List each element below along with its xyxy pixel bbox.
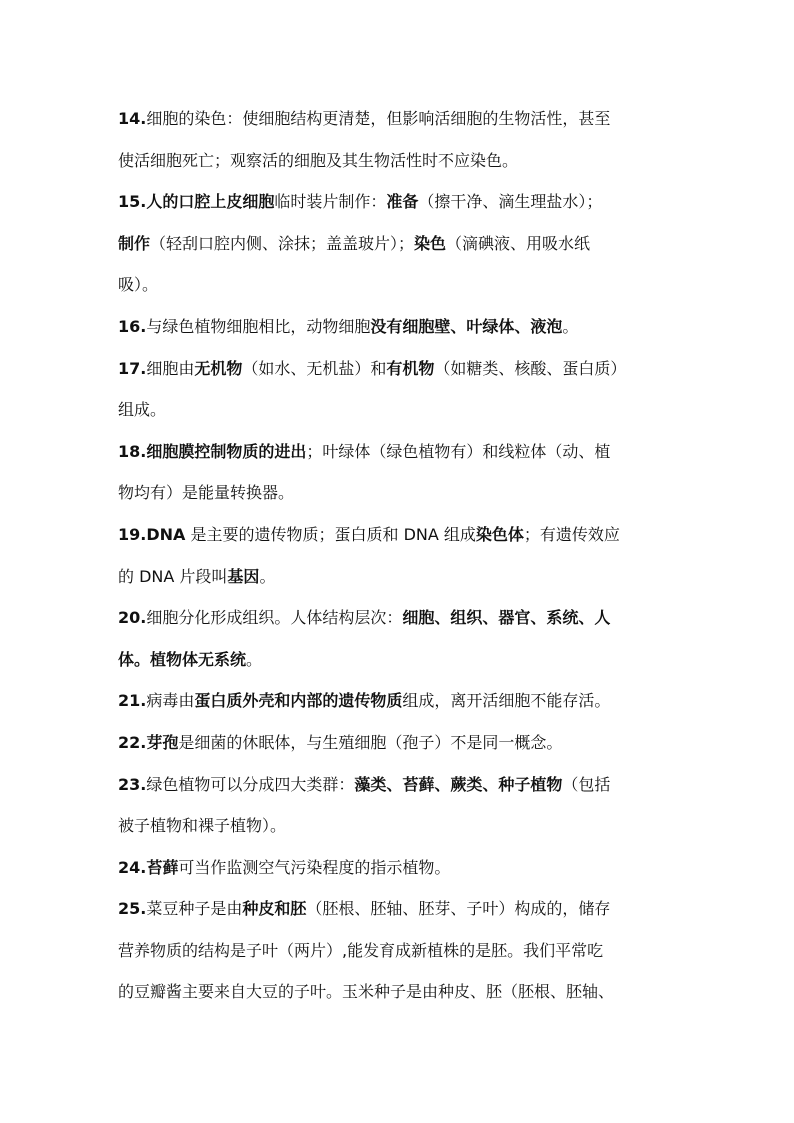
- item-number: 15.: [118, 192, 147, 212]
- text-line-22: [118, 977, 683, 1019]
- bold-term: 苔藓: [146, 857, 179, 877]
- text-line-16: [118, 728, 683, 770]
- text-segment: 可当作监测空气污染程度的指示植物。: [178, 857, 451, 877]
- item-number: 21.: [118, 691, 147, 711]
- bold-term: 藻类、苔藓、蕨类、种子植物: [354, 774, 563, 794]
- text-segment: 使活细胞死亡；观察活的细胞及其生物活性时不应染色。: [118, 150, 519, 170]
- text-line-4: [118, 229, 683, 271]
- text-line-14: [118, 645, 683, 687]
- text-line-13: [118, 603, 683, 645]
- item-number: 24.: [118, 857, 147, 877]
- text-line-3: [118, 187, 683, 229]
- text-segment: 是主要的遗传物质；蛋白质和 DNA 组成: [185, 524, 476, 544]
- item-number: 14.: [118, 109, 147, 128]
- text-segment: 的 DNA 片段叫: [118, 566, 228, 586]
- text-segment: ；叶绿体（绿色植物有）和线粒体（动、植: [306, 441, 611, 461]
- text-line-10: [118, 478, 683, 520]
- text-segment: 。: [246, 649, 263, 669]
- bold-term: 细胞、组织、器官、系统、人: [402, 608, 611, 628]
- text-line-12: [118, 562, 683, 604]
- item-number: 23.: [118, 774, 147, 794]
- text-segment: （轻刮口腔内侧、涂抹；盖盖玻片）；: [150, 233, 415, 253]
- text-line-9: [118, 437, 683, 479]
- text-line-1: [118, 104, 683, 146]
- text-segment: 病毒由: [146, 691, 195, 711]
- text-segment: 营养物质的结构是子叶（两片）,能发育成新植株的是胚。我们平常吃: [118, 940, 604, 960]
- bold-term: 有机物: [386, 358, 435, 378]
- text-line-19: [118, 853, 683, 895]
- text-segment: 。: [259, 566, 276, 586]
- bold-term: 准备: [386, 192, 419, 212]
- text-segment: ；有遗传效应: [523, 524, 620, 544]
- text-segment: 绿色植物可以分成四大类群：: [146, 774, 355, 794]
- text-segment: 。: [562, 316, 579, 336]
- text-line-11: [118, 520, 683, 562]
- item-number: 18.: [118, 441, 147, 461]
- text-segment: （如水、无机盐）和: [242, 358, 387, 378]
- text-segment: （滴碘液、用吸水纸: [446, 233, 591, 253]
- text-segment: （胚根、胚轴、胚芽、子叶）构成的，储存: [306, 899, 611, 919]
- text-segment: 菜豆种子是由: [146, 899, 243, 919]
- text-segment: 组成。: [118, 400, 167, 420]
- bold-term: 人的口腔上皮细胞: [146, 192, 275, 212]
- item-number: 25.: [118, 899, 147, 919]
- text-line-8: [118, 395, 683, 437]
- bold-term: 体。植物体无系统: [118, 649, 247, 669]
- text-line-17: [118, 770, 683, 812]
- bold-term: 没有细胞壁、叶绿体、液泡: [370, 316, 563, 336]
- text-segment: 与绿色植物细胞相比，动物细胞: [146, 316, 371, 336]
- bold-term: 无机物: [194, 358, 243, 378]
- text-segment: （如糖类、核酸、蛋白质）: [434, 358, 627, 378]
- text-segment: 临时装片制作：: [274, 192, 387, 212]
- text-line-2: [118, 146, 683, 188]
- text-segment: 的豆瓣酱主要来自大豆的子叶。玉米种子是由种皮、胚（胚根、胚轴、: [118, 982, 615, 1002]
- item-number: 20.: [118, 608, 147, 628]
- item-number: 19.DNA: [118, 524, 186, 544]
- bold-term: 染色: [414, 233, 447, 253]
- text-segment: （包括: [562, 774, 611, 794]
- text-line-5: [118, 270, 683, 312]
- bold-term: 细胞膜控制物质的进出: [146, 441, 307, 461]
- item-number: 17.: [118, 358, 147, 378]
- text-segment: 是细菌的休眠体，与生殖细胞（孢子）不是同一概念。: [178, 732, 563, 752]
- text-line-20: [118, 894, 683, 936]
- bold-term: 种皮和胚: [242, 899, 307, 919]
- bold-term: 芽孢: [146, 732, 179, 752]
- text-segment: 物均有）是能量转换器。: [118, 483, 295, 503]
- text-line-15: [118, 686, 683, 728]
- text-segment: 组成，离开活细胞不能存活。: [402, 691, 611, 711]
- item-number: 22.: [118, 732, 147, 752]
- text-line-21: [118, 936, 683, 978]
- text-line-18: [118, 811, 683, 853]
- bold-term: 蛋白质外壳和内部的遗传物质: [194, 691, 403, 711]
- bold-term: 制作: [118, 233, 151, 253]
- item-number: 16.: [118, 316, 147, 336]
- bold-term: 基因: [227, 566, 260, 586]
- document-body: [118, 104, 683, 1019]
- text-segment: 细胞的染色：使细胞结构更清楚，但影响活细胞的生物活性，甚至: [146, 109, 611, 128]
- text-line-7: [118, 354, 683, 396]
- text-segment: 细胞由: [146, 358, 195, 378]
- text-segment: （擦干净、滴生理盐水）；: [418, 192, 603, 212]
- text-segment: 吸）。: [118, 275, 159, 295]
- text-segment: 被子植物和裸子植物）。: [118, 816, 287, 836]
- bold-term: 染色体: [475, 524, 524, 544]
- text-segment: 细胞分化形成组织。人体结构层次：: [146, 608, 403, 628]
- text-line-6: [118, 312, 683, 354]
